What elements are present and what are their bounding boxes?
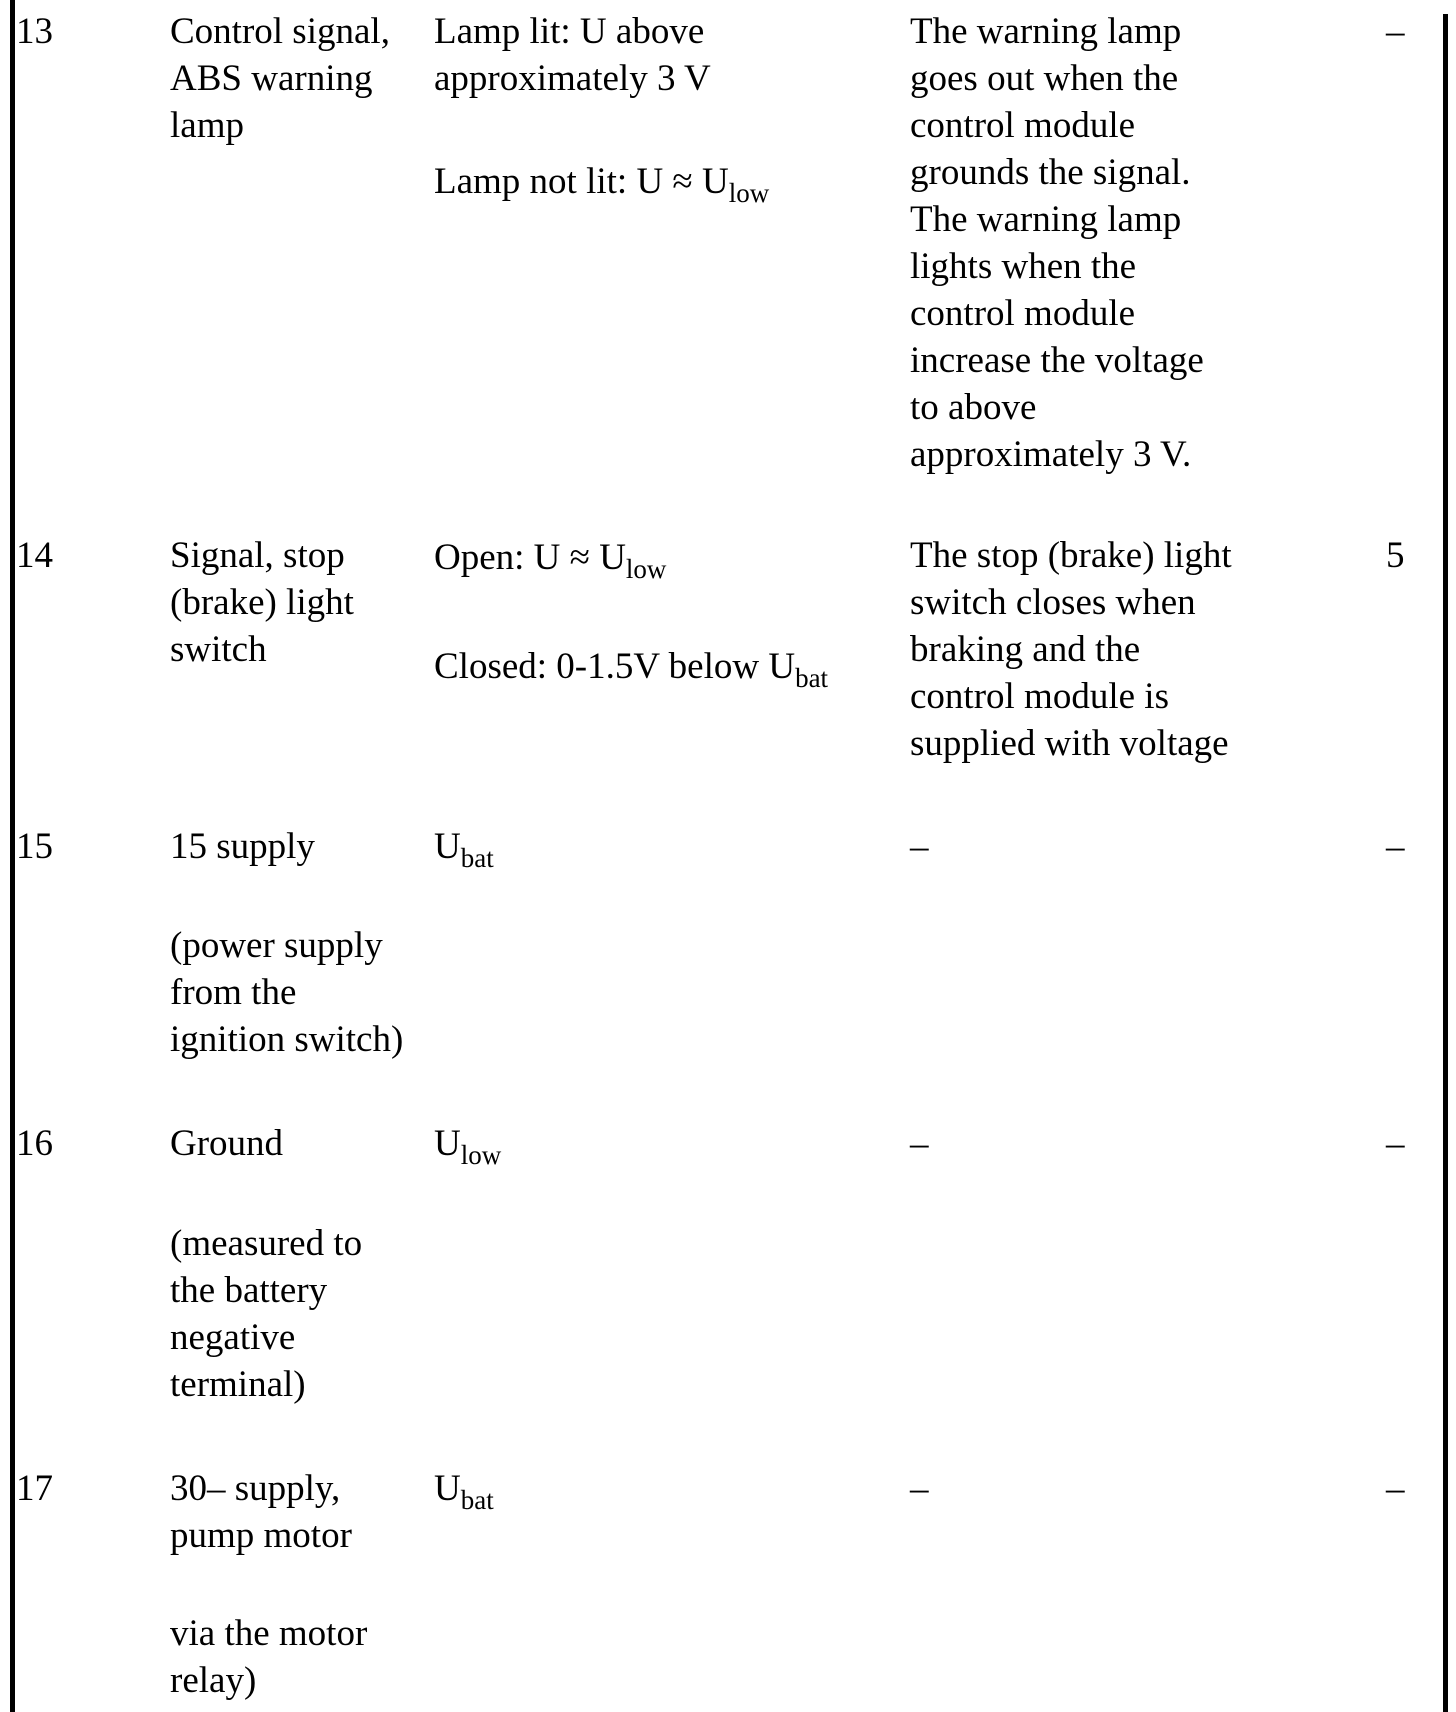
- signal-note: [170, 1610, 367, 1704]
- value-text: Lamp not lit: U ≈ U: [434, 161, 729, 202]
- signal-name: [170, 1465, 352, 1559]
- pin-number: 14: [16, 535, 53, 576]
- value-cell: [434, 158, 770, 208]
- signal-line: (power supply: [170, 925, 383, 966]
- description-line: lights when the: [910, 246, 1137, 287]
- signal-name: [170, 823, 315, 870]
- value-subscript: low: [625, 554, 667, 584]
- value-subscript: low: [460, 1140, 502, 1170]
- note-cell: –: [1386, 1468, 1405, 1509]
- value-line: Lamp lit: U above: [434, 11, 705, 52]
- signal-note: [170, 1220, 362, 1408]
- value-text: U: [434, 826, 461, 867]
- description-line: grounds the signal.: [910, 152, 1191, 193]
- description-cell: [910, 1465, 929, 1512]
- description-cell: [910, 8, 1204, 478]
- description-cell: [910, 532, 1232, 767]
- description-line: –: [910, 1468, 929, 1509]
- description-line: increase the voltage: [910, 340, 1204, 381]
- signal-line: 15 supply: [170, 826, 315, 867]
- description-line: The stop (brake) light: [910, 535, 1232, 576]
- description-line: –: [910, 826, 929, 867]
- description-line: control module: [910, 293, 1136, 334]
- description-cell: [910, 1120, 929, 1167]
- description-line: approximately 3 V.: [910, 434, 1192, 475]
- signal-line: terminal): [170, 1364, 306, 1405]
- description-line: The warning lamp: [910, 11, 1182, 52]
- signal-name: [170, 1120, 283, 1167]
- description-line: supplied with voltage: [910, 723, 1229, 764]
- table-left-border: [10, 0, 15, 1712]
- pin-number: 15: [16, 826, 53, 867]
- signal-line: lamp: [170, 105, 244, 146]
- signal-line: (measured to: [170, 1223, 363, 1264]
- signal-line: negative: [170, 1317, 296, 1358]
- signal-line: pump motor: [170, 1515, 352, 1556]
- value-cell: [434, 534, 667, 584]
- value-cell: [434, 1465, 494, 1515]
- description-line: The warning lamp: [910, 199, 1182, 240]
- signal-line: from the: [170, 972, 297, 1013]
- signal-name: [170, 8, 390, 149]
- description-line: braking and the: [910, 629, 1141, 670]
- signal-line: Signal, stop: [170, 535, 345, 576]
- table-right-border: [1443, 14, 1448, 1712]
- pin-number: 16: [16, 1123, 53, 1164]
- description-line: control module: [910, 105, 1136, 146]
- signal-line: switch: [170, 629, 267, 670]
- value-subscript: bat: [460, 1485, 494, 1515]
- signal-line: Control signal,: [170, 11, 390, 52]
- description-cell: [910, 823, 929, 870]
- signal-line: ABS warning: [170, 58, 373, 99]
- pin-number: 17: [16, 1468, 53, 1509]
- note-cell: –: [1386, 826, 1405, 867]
- signal-line: the battery: [170, 1270, 328, 1311]
- note-cell: 5: [1386, 535, 1405, 576]
- value-cell: [434, 823, 494, 873]
- signal-line: via the motor: [170, 1613, 368, 1654]
- pin-number: 13: [16, 11, 53, 52]
- value-line: approximately 3 V: [434, 58, 711, 99]
- signal-line: relay): [170, 1660, 257, 1701]
- value-subscript: bat: [460, 843, 494, 873]
- value-cell: [434, 643, 829, 693]
- value-text: U: [434, 1468, 461, 1509]
- signal-line: 30– supply,: [170, 1468, 341, 1509]
- value-subscript: low: [728, 178, 770, 208]
- signal-line: (brake) light: [170, 582, 354, 623]
- description-line: –: [910, 1123, 929, 1164]
- signal-line: Ground: [170, 1123, 284, 1164]
- note-cell: –: [1386, 1123, 1405, 1164]
- signal-note: [170, 922, 403, 1063]
- value-subscript: bat: [795, 663, 829, 693]
- value-text: Open: U ≈ U: [434, 537, 626, 578]
- note-cell: –: [1386, 11, 1405, 52]
- signal-line: ignition switch): [170, 1019, 404, 1060]
- value-text: U: [434, 1123, 461, 1164]
- description-line: goes out when the: [910, 58, 1179, 99]
- description-line: to above: [910, 387, 1037, 428]
- description-line: switch closes when: [910, 582, 1196, 623]
- value-cell: [434, 1120, 502, 1170]
- value-cell: [434, 8, 711, 102]
- signal-name: [170, 532, 354, 673]
- value-text: Closed: 0-1.5V below U: [434, 646, 796, 687]
- description-line: control module is: [910, 676, 1169, 717]
